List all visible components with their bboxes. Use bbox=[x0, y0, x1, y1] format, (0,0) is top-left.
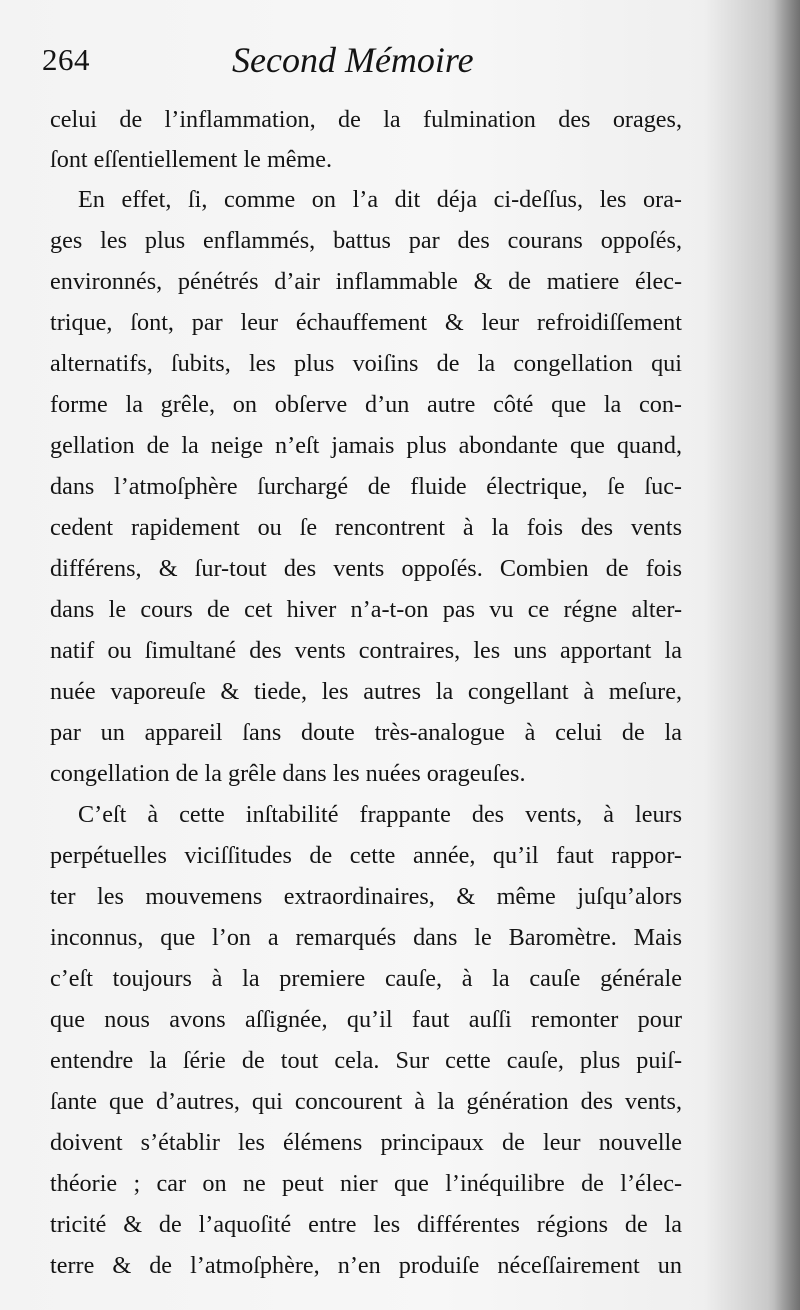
body-line: natif ou ſimultané des vents contraires, les uns apportant la bbox=[50, 637, 682, 664]
body-line: trique, ſont, par leur échauffement & leur refroidiſſement bbox=[50, 309, 682, 336]
body-line: alternatifs, ſubits, les plus voiſins de la congellation qui bbox=[50, 350, 682, 377]
body-line: par un appareil ſans doute très-analogue à celui de la bbox=[50, 719, 682, 746]
body-line: dans le cours de cet hiver n’a-t-on pas vu ce régne alter- bbox=[50, 596, 682, 623]
body-line: entendre la ſérie de tout cela. Sur cette cauſe, plus puiſ- bbox=[50, 1047, 682, 1074]
running-head: Second Mémoire bbox=[232, 40, 474, 80]
body-line: ges les plus enflammés, battus par des courans oppoſés, bbox=[50, 227, 682, 254]
body-line: cedent rapidement ou ſe rencontrent à la fois des vents bbox=[50, 514, 682, 541]
paper-edge-shadow bbox=[774, 0, 800, 1310]
body-line: forme la grêle, on obſerve d’un autre côté que la con- bbox=[50, 391, 682, 418]
body-line: gellation de la neige n’eſt jamais plus abondante que quand, bbox=[50, 432, 682, 459]
body-line: ter les mouvemens extraordinaires, & même juſqu’alors bbox=[50, 883, 682, 910]
body-line: inconnus, que l’on a remarqués dans le Baromètre. Mais bbox=[50, 924, 682, 951]
body-line: celui de l’inflammation, de la fulmination des orages, bbox=[50, 106, 682, 133]
body-line: tricité & de l’aquoſité entre les différentes régions de la bbox=[50, 1211, 682, 1238]
body-line: terre & de l’atmoſphère, n’en produiſe néceſſairement un bbox=[50, 1252, 682, 1279]
body-line: différens, & ſur-tout des vents oppoſés. Combien de fois bbox=[50, 555, 682, 582]
body-line: doivent s’établir les élémens principaux de leur nouvelle bbox=[50, 1129, 682, 1156]
body-line: environnés, pénétrés d’air inflammable & de matiere élec- bbox=[50, 268, 682, 295]
body-line: perpétuelles viciſſitudes de cette année, qu’il faut rappor- bbox=[50, 842, 682, 869]
body-line: ſante que d’autres, qui concourent à la génération des vents, bbox=[50, 1088, 682, 1115]
body-line: C’eſt à cette inſtabilité frappante des vents, à leurs bbox=[78, 801, 682, 828]
body-line: théorie ; car on ne peut nier que l’inéquilibre de l’élec- bbox=[50, 1170, 682, 1197]
body-line: ſont eſſentiellement le même. bbox=[50, 146, 333, 173]
body-line: nuée vaporeuſe & tiede, les autres la congellant à meſure, bbox=[50, 678, 682, 705]
body-line: dans l’atmoſphère ſurchargé de fluide électrique, ſe ſuc- bbox=[50, 473, 682, 500]
body-line: congellation de la grêle dans les nuées orageuſes. bbox=[50, 760, 526, 787]
body-line: que nous avons aſſignée, qu’il faut auſſi remonter pour bbox=[50, 1006, 682, 1033]
page-number: 264 bbox=[42, 42, 90, 77]
body-line: En effet, ſi, comme on l’a dit déja ci-deſſus, les ora- bbox=[78, 186, 682, 213]
body-line: c’eſt toujours à la premiere cauſe, à la cauſe générale bbox=[50, 965, 682, 992]
